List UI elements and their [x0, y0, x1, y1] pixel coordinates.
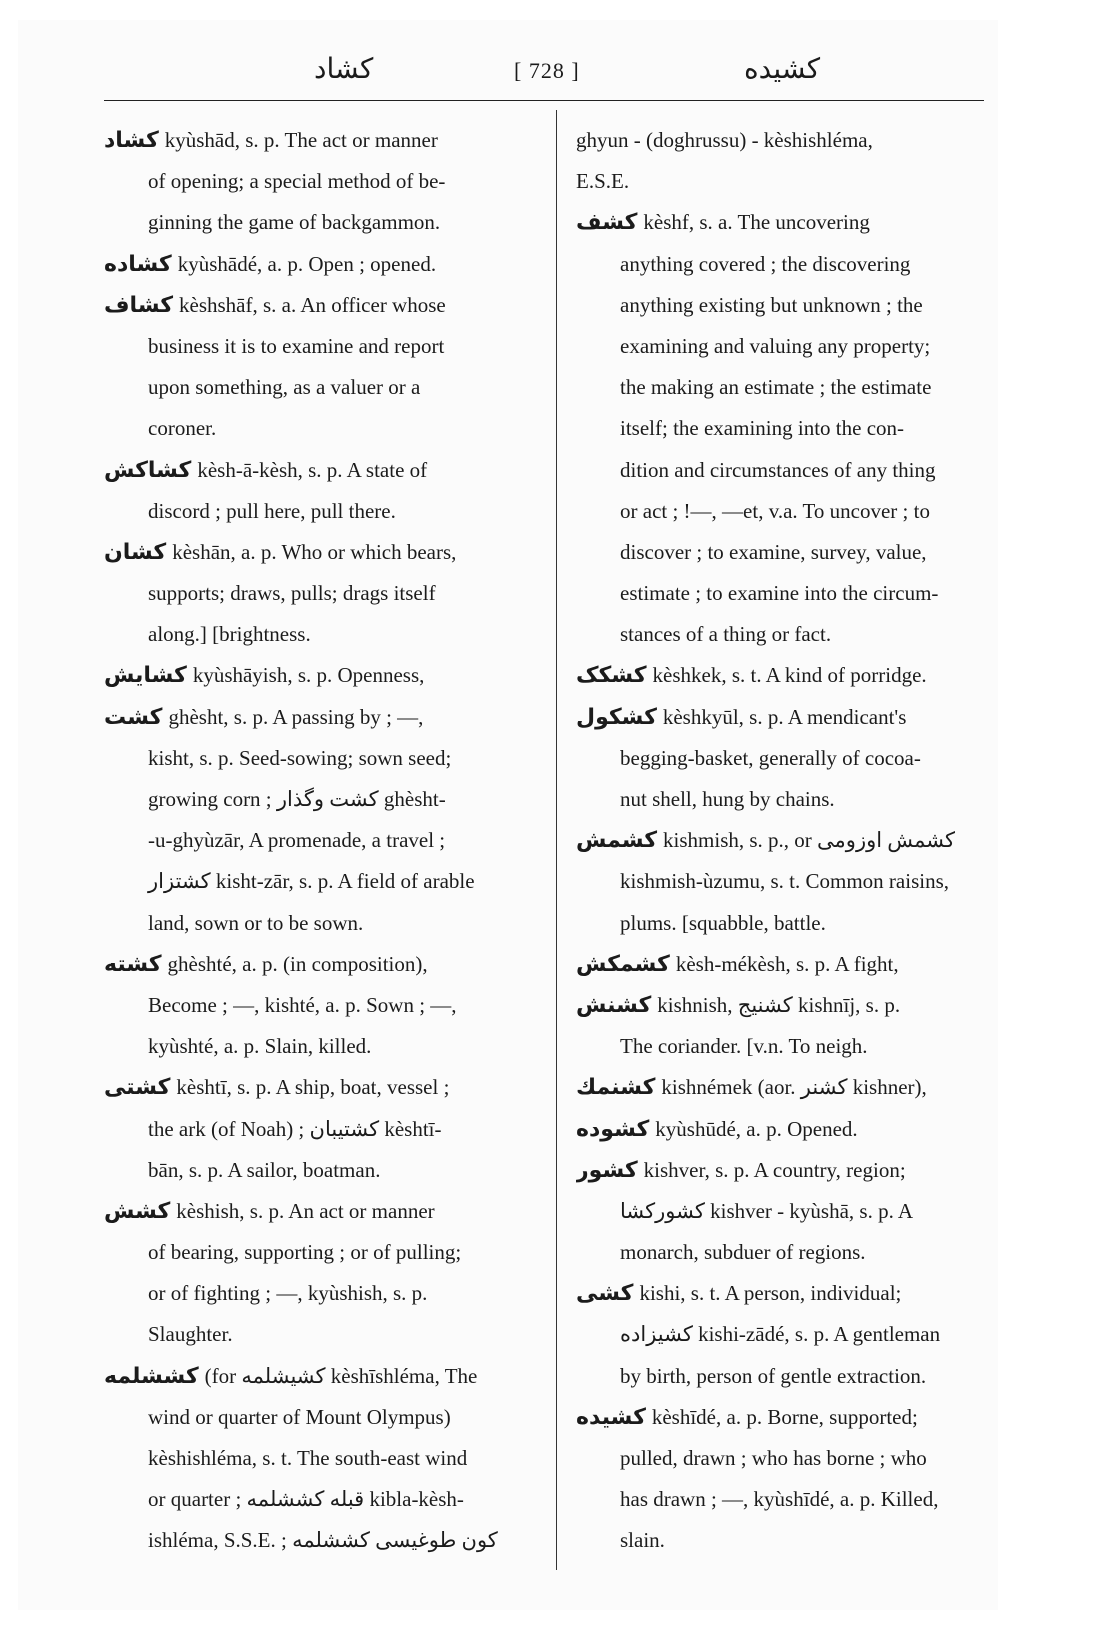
entry-text: kyùshté, a. p. Slain, killed.	[148, 1034, 372, 1059]
entry-line	[576, 779, 986, 820]
entry-text: kishver, s. p. A country, region;	[643, 1157, 906, 1182]
entry-text: land, sown or to be sown.	[148, 910, 364, 935]
entry-text: or quarter ; قبله کششلمه kibla-kèsh-	[148, 1487, 464, 1512]
entry-text: dition and circumstances of any thing	[620, 457, 936, 482]
headword-arabic: کشان	[104, 539, 167, 565]
headword-arabic: کشاد	[104, 128, 159, 153]
entry-text: slain.	[620, 1528, 665, 1553]
headword-arabic: کشاف	[104, 292, 173, 318]
headword-arabic: کشش	[104, 1198, 171, 1224]
entry-text: by birth, person of gentle extraction.	[620, 1363, 927, 1388]
headword-arabic: کشمش	[576, 828, 658, 854]
entry-text: supports; draws, pulls; drags itself	[148, 581, 436, 606]
entry-text: کشورکشا kishver - kyùshā, s. p. A	[620, 1198, 914, 1223]
entry-text: ghyun - (doghrussu) - kèshishléma,	[576, 128, 873, 152]
entry-line	[576, 1273, 986, 1314]
entry-line	[104, 532, 534, 573]
headword-arabic: کشیده	[576, 1404, 646, 1430]
entry-text: discord ; pull here, pull there.	[148, 498, 396, 523]
entry-text: or of fighting ; —, kyùshish, s. p.	[148, 1281, 428, 1306]
page-header	[104, 50, 990, 96]
entry-line	[576, 1438, 986, 1479]
entry-line	[576, 697, 986, 738]
entry-line	[104, 161, 534, 202]
entry-text: ginning the game of backgammon.	[148, 210, 441, 235]
headword-arabic: کشی	[576, 1281, 634, 1307]
entry-line	[104, 120, 534, 161]
headword-arabic: کشنش	[576, 992, 652, 1018]
header-left-word: کشاد	[314, 52, 374, 85]
entry-text: kyùshūdé, a. p. Opened.	[655, 1116, 858, 1141]
entry-line	[104, 861, 534, 902]
headword-arabic: کشکک	[576, 663, 647, 689]
entry-line	[576, 491, 986, 532]
entry-line	[576, 738, 986, 779]
entry-line	[104, 1438, 534, 1479]
entry-line	[104, 820, 534, 861]
entry-text: kèsh-mékèsh, s. p. A fight,	[675, 951, 899, 976]
entry-line	[104, 408, 534, 449]
entry-text: along.] [brightness.	[148, 622, 311, 647]
entry-text: or act ; !—, —et, v.a. To uncover ; to	[620, 498, 930, 523]
entry-line	[576, 573, 986, 614]
entry-text: examining and valuing any property;	[620, 333, 931, 358]
entry-text: bān, s. p. A sailor, boatman.	[148, 1157, 381, 1182]
entry-text: itself; the examining into the con-	[620, 416, 905, 441]
headword-arabic: کشت	[104, 704, 163, 730]
entry-text: kèshkyūl, s. p. A mendicant's	[662, 704, 907, 729]
left-column	[104, 120, 534, 1562]
entry-text: kèshish, s. p. An act or manner	[176, 1198, 435, 1223]
entry-line	[104, 1150, 534, 1191]
entry-text: kèshshāf, s. a. An officer whose	[179, 292, 446, 317]
entry-text: kyùshād, s. p. The act or manner	[164, 128, 438, 152]
column-divider	[556, 110, 557, 1570]
entry-text: ishléma, S.S.E. ; کون طوغیسی کششلمه	[148, 1528, 498, 1553]
entry-line	[576, 1356, 986, 1397]
entry-line	[104, 285, 534, 326]
entry-line	[104, 202, 534, 243]
entry-line	[104, 985, 534, 1026]
entry-line	[104, 1273, 534, 1314]
entry-line	[576, 861, 986, 902]
entry-line	[576, 367, 986, 408]
entry-text: begging-basket, generally of cocoa-	[620, 745, 921, 770]
entry-text: kèshtī, s. p. A ship, boat, vessel ;	[176, 1075, 450, 1100]
entry-line	[104, 1109, 534, 1150]
entry-text: ghèshté, a. p. (in composition),	[167, 951, 428, 976]
entry-line	[104, 655, 534, 696]
entry-line	[576, 1067, 986, 1108]
headword-arabic: کشته	[104, 951, 162, 977]
entry-text: کشتزار kisht-zār, s. p. A field of arable	[148, 869, 475, 894]
page-number: [ 728 ]	[514, 58, 580, 83]
entry-text: discover ; to examine, survey, value,	[620, 539, 927, 564]
entry-line	[104, 326, 534, 367]
entry-line	[104, 1520, 534, 1561]
entry-line	[576, 903, 986, 944]
header-right-word: کشیده	[744, 52, 821, 85]
entry-text: upon something, as a valuer or a	[148, 375, 421, 400]
entry-line	[576, 532, 986, 573]
entry-line	[104, 738, 534, 779]
entry-text: plums. [squabble, battle.	[620, 910, 826, 935]
entry-line	[576, 202, 986, 243]
entry-line	[104, 697, 534, 738]
entry-line	[104, 244, 534, 285]
entry-line	[104, 1397, 534, 1438]
entry-line	[576, 326, 986, 367]
entry-text: kishmish, s. p., or کشمش اوزومی	[663, 828, 955, 853]
headword-arabic: کشاده	[104, 251, 172, 277]
entry-line	[576, 450, 986, 491]
entry-text: coroner.	[148, 416, 217, 441]
entry-line	[576, 985, 986, 1026]
entry-line	[576, 614, 986, 655]
entry-text: kishi, s. t. A person, individual;	[639, 1281, 902, 1306]
entry-text: estimate ; to examine into the circum-	[620, 581, 939, 606]
entry-text: growing corn ; کشت وگذار ghèsht-	[148, 787, 446, 811]
entry-line	[104, 1314, 534, 1355]
entry-line	[576, 1479, 986, 1520]
entry-text: kèshīdé, a. p. Borne, supported;	[651, 1404, 918, 1429]
headword-arabic: کشتی	[104, 1075, 171, 1101]
entry-text: kèsh-ā-kèsh, s. p. A state of	[197, 457, 428, 482]
entry-text: kèshkek, s. t. A kind of porridge.	[652, 663, 927, 688]
entry-text: kyùshāyish, s. p. Openness,	[192, 663, 425, 688]
entry-line	[576, 1397, 986, 1438]
entry-text: has drawn ; —, kyùshīdé, a. p. Killed,	[620, 1487, 939, 1512]
entry-text: kèshān, a. p. Who or which bears,	[172, 539, 457, 564]
entry-line	[104, 1232, 534, 1273]
header-rule	[104, 100, 984, 101]
headword-arabic: کشوده	[576, 1116, 650, 1142]
entry-text: nut shell, hung by chains.	[620, 787, 835, 811]
headword-arabic: کشایش	[104, 663, 187, 689]
entry-text: Become ; —, kishté, a. p. Sown ; —,	[148, 992, 457, 1017]
entry-line	[576, 1109, 986, 1150]
entry-text: of opening; a special method of be-	[148, 169, 446, 194]
entry-line	[576, 161, 986, 202]
entry-text: E.S.E.	[576, 169, 630, 194]
headword-arabic: کشنمك	[576, 1075, 656, 1101]
entry-text: kisht, s. p. Seed-sowing; sown seed;	[148, 745, 452, 770]
entry-text: pulled, drawn ; who has borne ; who	[620, 1446, 927, 1470]
right-column	[576, 120, 986, 1562]
entry-line	[104, 1479, 534, 1520]
entry-line	[576, 1314, 986, 1355]
entry-text: kèshishléma, s. t. The south-east wind	[148, 1446, 468, 1470]
entry-text: the ark (of Noah) ; کشتیبان kèshtī-	[148, 1116, 442, 1141]
entry-line	[104, 491, 534, 532]
headword-arabic: کششلمه	[104, 1363, 199, 1389]
entry-line	[104, 1191, 534, 1232]
entry-line	[104, 903, 534, 944]
entry-line	[576, 285, 986, 326]
entry-text: stances of a thing or fact.	[620, 622, 832, 647]
dictionary-page	[18, 20, 998, 1610]
entry-text: anything existing but unknown ; the	[620, 292, 923, 317]
entry-line	[576, 820, 986, 861]
entry-line	[104, 1356, 534, 1397]
entry-text: kishmish-ùzumu, s. t. Common raisins,	[620, 869, 950, 894]
entry-line	[104, 944, 534, 985]
headword-arabic: کشور	[576, 1157, 638, 1183]
entry-line	[576, 944, 986, 985]
entry-text: کشیزاده kishi-zādé, s. p. A gentleman	[620, 1322, 941, 1347]
entry-line	[576, 1150, 986, 1191]
entry-text: kishnémek (aor. کشنر kishner),	[661, 1075, 927, 1100]
headword-arabic: کشاکش	[104, 457, 192, 483]
entry-line	[104, 779, 534, 820]
entry-line	[104, 1026, 534, 1067]
entry-text: monarch, subduer of regions.	[620, 1240, 866, 1265]
headword-arabic: کشکول	[576, 704, 657, 730]
entry-line	[104, 450, 534, 491]
entry-line	[104, 614, 534, 655]
entry-line	[576, 120, 986, 161]
entry-text: kyùshādé, a. p. Open ; opened.	[177, 251, 437, 276]
entry-line	[104, 367, 534, 408]
entry-line	[576, 1026, 986, 1067]
headword-arabic: کشف	[576, 210, 638, 236]
entry-line	[104, 573, 534, 614]
entry-text: The coriander. [v.n. To neigh.	[620, 1034, 868, 1059]
entry-text: of bearing, supporting ; or of pulling;	[148, 1240, 462, 1265]
entry-line	[104, 1067, 534, 1108]
entry-line	[576, 1232, 986, 1273]
entry-text: kishnish, کشنیج kishnīj, s. p.	[657, 992, 901, 1017]
entry-text: wind or quarter of Mount Olympus)	[148, 1404, 451, 1429]
entry-text: kèshf, s. a. The uncovering	[643, 210, 870, 235]
entry-text: ghèsht, s. p. A passing by ; —,	[168, 704, 424, 729]
entry-text: -u-ghyùzār, A promenade, a travel ;	[148, 828, 446, 853]
entry-text: (for کشیشلمه kèshīshléma, The	[204, 1363, 478, 1388]
headword-arabic: کشمکش	[576, 951, 670, 977]
entry-text: anything covered ; the discovering	[620, 251, 911, 276]
entry-text: Slaughter.	[148, 1322, 233, 1347]
entry-line	[576, 655, 986, 696]
entry-text: business it is to examine and report	[148, 333, 445, 358]
entry-line	[576, 408, 986, 449]
entry-text: the making an estimate ; the estimate	[620, 375, 932, 400]
entry-line	[576, 1191, 986, 1232]
entry-line	[576, 244, 986, 285]
entry-line	[576, 1520, 986, 1561]
